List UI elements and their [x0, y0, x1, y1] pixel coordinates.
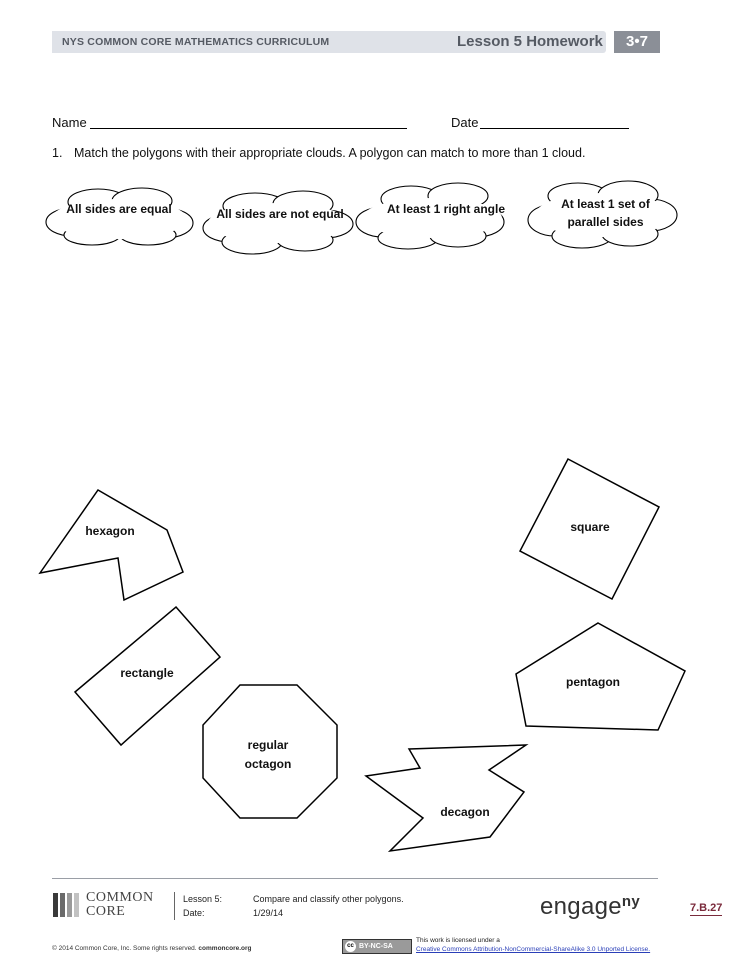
- cloud-label-parallel-line2: parallel sides: [567, 215, 644, 229]
- brand-line1: COMMON: [86, 890, 154, 905]
- footer-divider-line: [52, 878, 658, 879]
- octagon-label: [228, 736, 308, 774]
- copyright-text: © 2014 Common Core, Inc. Some rights reserved.: [52, 945, 197, 952]
- cc-icon: cc: [345, 941, 356, 952]
- copyright-notice: [52, 945, 252, 952]
- curriculum-title: NYS COMMON CORE MATHEMATICS CURRICULUM: [62, 36, 330, 48]
- name-label: Name: [52, 115, 87, 130]
- common-core-brand: [86, 891, 154, 919]
- cloud-label-right-angle: At least 1 right angle: [386, 202, 506, 216]
- decagon-label: decagon: [440, 805, 490, 819]
- date-label: Date: [451, 115, 479, 130]
- lesson-title: Lesson 5 Homework: [457, 33, 603, 50]
- footer-vertical-divider: [174, 892, 175, 920]
- pentagon-label: pentagon: [566, 675, 620, 689]
- cloud-label-parallel-line1: At least 1 set of: [561, 197, 650, 211]
- square-label: square: [570, 520, 610, 534]
- decagon-shape: [366, 745, 526, 851]
- brand-line2: CORE: [86, 904, 126, 919]
- problem-text: Match the polygons with their appropriate clouds. A polygon can match to more than 1 cloud.: [74, 146, 586, 160]
- problem-number: 1.: [52, 146, 63, 160]
- cloud-label-all-sides-not-equal: All sides are not equal: [216, 207, 344, 221]
- footer-lesson-value: Compare and classify other polygons.: [253, 894, 404, 904]
- footer-date-value: 1/29/14: [253, 908, 284, 918]
- footer-date-label: Date:: [183, 908, 205, 918]
- cloud-label-all-sides-equal: All sides are equal: [66, 202, 172, 216]
- footer-lesson-label: Lesson 5:: [183, 894, 223, 904]
- octagon-label-line2: octagon: [244, 757, 292, 771]
- license-intro: This work is licensed under a: [416, 937, 500, 944]
- hexagon-label: hexagon: [85, 524, 135, 538]
- cloud-label-parallel-sides: [548, 195, 663, 231]
- engage-ny: ny: [621, 893, 640, 910]
- engageny-logo: [540, 893, 640, 921]
- cc-badge-text: BY-NC-SA: [359, 943, 393, 950]
- rectangle-label: rectangle: [120, 666, 174, 680]
- hexagon-shape: [40, 490, 183, 600]
- cc-license-badge[interactable]: [342, 939, 412, 954]
- copyright-site[interactable]: commoncore.org: [198, 945, 252, 952]
- license-link[interactable]: Creative Commons Attribution-NonCommercial-ShareAlike 3.0 Unported License.: [416, 946, 651, 953]
- octagon-label-line1: regular: [247, 738, 289, 752]
- common-core-logo-icon: [53, 893, 81, 917]
- module-badge: 3•7: [614, 31, 660, 53]
- page-code: 7.B.27: [690, 902, 723, 914]
- engage-word: engage: [540, 893, 622, 920]
